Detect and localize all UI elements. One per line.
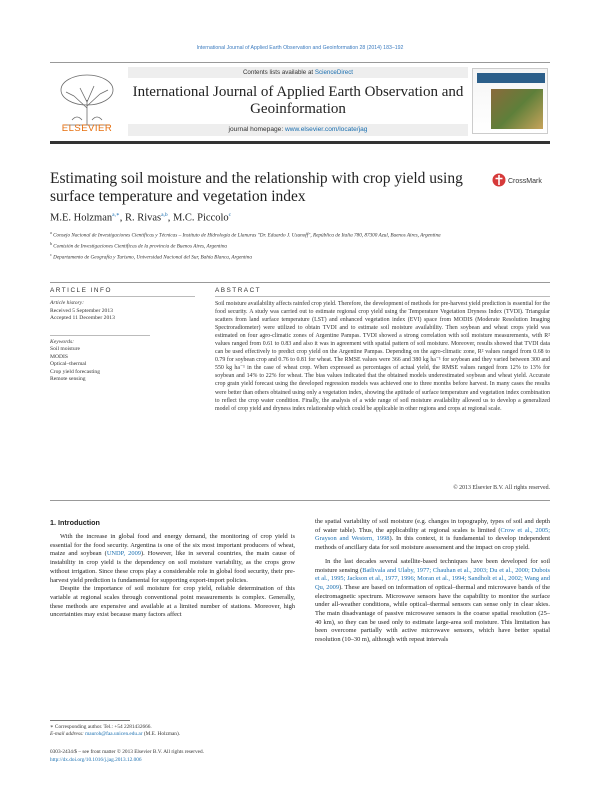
affiliation-item: $^a$ Consejo Nacional de Investigaciones Científicas y Técnicas – Instituto de Hidrología de Llanuras "Dr. Eduardo J. Usunoff", República de Italia 780, 87300 Azul, Buenos Aires, Argentina	[50, 230, 441, 239]
body-column-right	[315, 518, 550, 645]
keyword: Crop yield forecasting	[50, 368, 101, 375]
history-label: Article history:	[50, 300, 85, 306]
doi-link[interactable]: http://dx.doi.org/10.1016/j.jag.2013.12.006	[50, 756, 142, 763]
keyword: Soil moisture	[50, 346, 80, 352]
article-info-heading: ARTICLE INFO	[50, 287, 112, 294]
received-date: Received 5 September 2013	[50, 307, 113, 314]
footnotes	[50, 724, 300, 738]
citation-link[interactable]: UNDP, 2009	[106, 550, 141, 558]
divider	[215, 296, 550, 297]
elsevier-tree-logo	[52, 70, 122, 130]
keyword: Optical–thermal	[50, 361, 87, 367]
homepage-link[interactable]: www.elsevier.com/locate/jag	[284, 126, 368, 133]
article-identifiers	[50, 749, 300, 764]
author-sup[interactable]: a,∗	[112, 212, 120, 218]
cover-band	[477, 73, 545, 83]
section-heading-introduction: 1. Introduction	[50, 518, 100, 527]
elsevier-wordmark: ELSEVIER	[61, 123, 113, 134]
paragraph: In the last decades several satellite-based techniques have been developed for soil moisture sensing (Batlivala and Ulaby, 1977; Chauhan et al., 2003; Du et al., 2000; Dubois et al., 1995; Jackson et al., 1977, 1996; Moran et al., 1994; Sandholt et al., 2002; Wang and Qu, 2009). These are based on information of optical–thermal and microwave bands of the electromagnetic spectrum. Microwave sensors have the capability to monitor the surface under all-weather conditions, while optical–thermal sensors can sense only in clear skies. The main disadvantage of passive microwave sensors is the coarse spatial resolution (25–40 km), so they can be used only to estimate large-area soil moisture. This limitation has been overcome partially with active microwave sensors, which have better spatial resolution (10–30 m), although with repeat intervals	[315, 557, 550, 644]
paragraph: Despite the importance of soil moisture for crop yield, reliable determination of this variable at regional scales through conventional point measurements is complex. Generally, these methods are expensive and available at a limited number of stations. Moreover, high uncertainties may exist because many factors affect	[50, 585, 295, 619]
email-link[interactable]: mauroh@faa.unicen.edu.ar	[85, 731, 143, 737]
email-note: E-mail address: mauroh@faa.unicen.edu.ar (M.E. Holzman).	[50, 731, 181, 737]
abstract-heading: ABSTRACT	[215, 287, 262, 294]
divider	[50, 296, 195, 297]
author-name[interactable]: M.E. Holzman	[50, 212, 113, 224]
affiliations	[50, 229, 550, 262]
journal-homepage	[128, 124, 468, 136]
issn-line: 0303-2434/$ – see front matter © 2013 Elsevier B.V. All rights reserved.	[50, 749, 204, 755]
journal-cover-thumbnail	[472, 68, 548, 134]
crossmark-icon-label: CrossMark	[508, 178, 542, 185]
keyword: MODIS	[50, 353, 69, 360]
article-title: Estimating soil moisture and the relationship with crop yield using surface temperature and vegetation index	[50, 170, 463, 205]
corresponding-author-note: ∗ Corresponding author. Tel.: +54 2281432666.	[50, 724, 152, 730]
article-info	[50, 300, 195, 384]
affiliation-item: $^c$ Departamento de Geografía y Turismo, Universidad Nacional del Sur, Bahía Blanca, Argentina	[50, 251, 252, 261]
citation-link[interactable]: Crow et al., 2005; Grayson and Western, 1998	[315, 526, 550, 543]
contents-line	[128, 67, 468, 78]
divider	[50, 282, 550, 283]
accepted-date: Accepted 11 December 2013	[50, 315, 115, 321]
paragraph: With the increase in global food and energy demand, the monitoring of crop yield is essential for the food security. Argentina is one of the six most important producers of wheat, maize and soybean (UNDP, 2009). However, like in several countries, the main cause of instability in crop yield is the dependency on soil moisture variability, as the crops grow without irrigation. Since these crops play a considerable role in global food security, their pre-harvest yield prediction is fundamental for supporting export-import policies.	[50, 533, 295, 584]
homepage-label: journal homepage:	[228, 126, 285, 133]
author-name[interactable]: R. Rivas	[124, 212, 162, 224]
crossmark-badge[interactable]	[492, 172, 550, 188]
divider	[50, 335, 150, 336]
keyword: Remote sensing	[50, 376, 86, 382]
citation-link[interactable]: Batlivala and Ulaby, 1977; Chauhan et al., 2003; Du et al., 2000; Dubois et al., 1995; Jackson et al., 1977, 1996; Moran et al., 1994; Sandholt et al., 2002; Wang and Qu, 2009	[315, 566, 550, 591]
author-sup[interactable]: c	[228, 212, 232, 218]
journal-title: International Journal of Applied Earth Observation and Geoinformation	[132, 84, 464, 117]
footnote-divider	[50, 720, 130, 721]
abstract-text: Soil moisture availability affects rainfed crop yield. Therefore, the development of methods for pre-harvest yield prediction is essential for the food security. A study was carried out to estimate regional crop yield using the Temperature Vegetation Dryness Index (TVDI). Triangular scatters from land surface temperature (LST) and enhanced vegetation index (EVI) space from MODIS (Moderate Resolution Imaging Spectroradiometer) were utilized to obtain TVDI and to estimate soil moisture availability. Then soybean and wheat crops yield was estimated on four agro-climatic zones of Argentine Pampas. TVDI showed a strong correlation with soil moisture measurements, with R² values ranged from 0.61 to 0.83 and also it was in agreement with spatial pattern of soil moisture. Moreover, results showed that TVDI data can be used effectively to predict crop yield on the Argentine Pampas. Depending on the agro-climatic zone, R² values ranged from 0.68 to 0.79 for soybean crop and 0.76 to 0.81 for wheat. The RMSE values were 366 and 380 kg ha⁻¹ for soybean and they varied between 300 and 550 kg ha⁻¹ in the case of wheat crop. When expressed as percentages of actual yield, the RMSE values ranged from 12% to 13% for soybean and 14% to 22% for wheat. The bias values indicated that the obtained models underestimated soybean and wheat yield. Accurate crop grain yield forecast using the developed regression models was achieved one to three months before harvest. In many cases the results were better than others obtained using only a vegetation index, showing the aptitude of surface temperature and vegetation index combination to reflect the crop water condition. Finally, the analysis of a wide range of soil moisture availability allowed us to develop a generalized model of crop yield and dryness index relationship which could be applicable in other regions and crops at regional scale.	[215, 301, 550, 412]
copyright: © 2013 Elsevier B.V. All rights reserved.	[453, 485, 550, 491]
paragraph: the spatial variability of soil moisture (e.g. changes in topography, types of soil and depth of water table). Thus, the applicability at regional scales is limited (Crow et al., 2005; Grayson and Western, 1998). In this context, it is fundamental to develop independent methods of ancillary data for soil moisture assessment and the impact on crop yield.	[315, 518, 550, 552]
journal-citation[interactable]: International Journal of Applied Earth Observation and Geoinformation 28 (2014) 183–192	[196, 45, 404, 51]
keywords-label: Keywords:	[50, 338, 75, 345]
cover-image	[491, 89, 543, 129]
sciencedirect-link[interactable]: ScienceDirect	[314, 69, 354, 76]
body-column-left	[50, 533, 295, 620]
divider	[50, 500, 550, 501]
author-name[interactable]: M.C. Piccolo	[172, 212, 229, 224]
contents-prefix: Contents lists available at	[242, 69, 315, 76]
affiliation-item: $^b$ Comisión de Investigaciones Científicas de la provincia de Buenos Aires, Argentina	[50, 240, 228, 250]
author-sup[interactable]: a,b	[161, 212, 168, 218]
author-list: M.E. Holzman$^{a,∗}$, R. Rivas$^{a,b}$, M.C. Piccolo$^c$	[50, 212, 232, 224]
